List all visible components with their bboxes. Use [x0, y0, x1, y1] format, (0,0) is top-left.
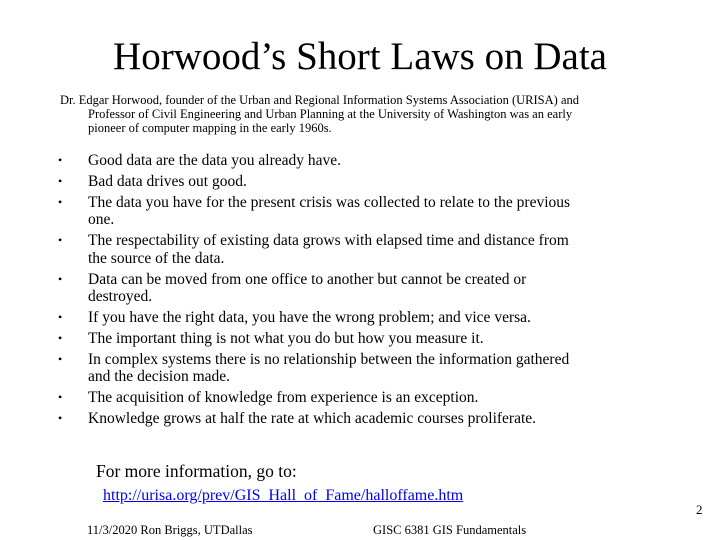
hall-of-fame-link[interactable]: http://urisa.org/prev/GIS_Hall_of_Fame/halloffame.htm	[103, 487, 464, 504]
law-text	[88, 351, 678, 386]
law-item	[58, 173, 678, 191]
law-text-line: Knowledge grows at half the rate at which academic courses proliferate.	[88, 410, 537, 428]
footer-date-author: 11/3/2020 Ron Briggs, UTDallas	[87, 523, 253, 537]
intro-line: Dr. Edgar Horwood, founder of the Urban and Regional Information Systems Association (URISA) and	[60, 93, 580, 107]
law-item	[58, 309, 678, 327]
law-text	[88, 271, 678, 306]
bullet-icon: •	[58, 330, 63, 345]
laws-list	[58, 152, 678, 431]
law-text	[88, 410, 678, 428]
bullet-icon: •	[58, 351, 63, 366]
footer-course: GISC 6381 GIS Fundamentals	[373, 523, 527, 537]
law-text-line: destroyed.	[88, 288, 153, 306]
bullet-icon: •	[58, 194, 63, 209]
law-text	[88, 309, 678, 327]
law-item	[58, 152, 678, 170]
law-text-line: In complex systems there is no relationship between the information gathered	[88, 350, 570, 368]
bullet-icon: •	[58, 233, 63, 248]
law-text-line: The acquisition of knowledge from experience is an exception.	[88, 389, 479, 407]
law-text	[88, 232, 678, 267]
law-text-line: If you have the right data, you have the wrong problem; and vice versa.	[88, 308, 531, 326]
intro-paragraph	[60, 93, 660, 135]
law-text-line: Good data are the data you already have.	[88, 152, 342, 169]
intro-line: Professor of Civil Engineering and Urban Planning at the University of Washington was an early	[88, 107, 573, 121]
intro-line: pioneer of computer mapping in the early 1960s.	[88, 121, 332, 135]
more-info-text: For more information, go to:	[96, 461, 297, 481]
law-text-line: and the decision made.	[88, 368, 231, 386]
law-text	[88, 152, 678, 170]
bullet-icon: •	[58, 173, 63, 188]
law-item	[58, 271, 678, 306]
law-text-line: the source of the data.	[88, 249, 225, 267]
bullet-icon: •	[58, 153, 63, 167]
law-text	[88, 389, 678, 407]
law-item	[58, 351, 678, 386]
slide-number: 2	[696, 502, 703, 517]
bullet-icon: •	[58, 309, 63, 324]
bullet-icon: •	[58, 271, 63, 286]
law-item	[58, 232, 678, 267]
law-text-line: The important thing is not what you do but how you measure it.	[88, 329, 484, 347]
page-title: Horwood’s Short Laws on Data	[113, 35, 607, 78]
bullet-icon: •	[58, 390, 63, 405]
law-text	[88, 330, 678, 348]
bullet-icon: •	[58, 411, 63, 426]
law-item	[58, 410, 678, 428]
law-item	[58, 389, 678, 407]
law-text-line: one.	[88, 211, 115, 229]
law-text-line: The data you have for the present crisis was collected to relate to the previous	[88, 193, 571, 211]
law-text	[88, 194, 678, 229]
law-text-line: Bad data drives out good.	[88, 172, 247, 190]
law-item	[58, 194, 678, 229]
law-text-line: Data can be moved from one office to another but cannot be created or	[88, 270, 527, 288]
law-item	[58, 330, 678, 348]
law-text-line: The respectability of existing data grows with elapsed time and distance from	[88, 232, 569, 250]
law-text	[88, 173, 678, 191]
